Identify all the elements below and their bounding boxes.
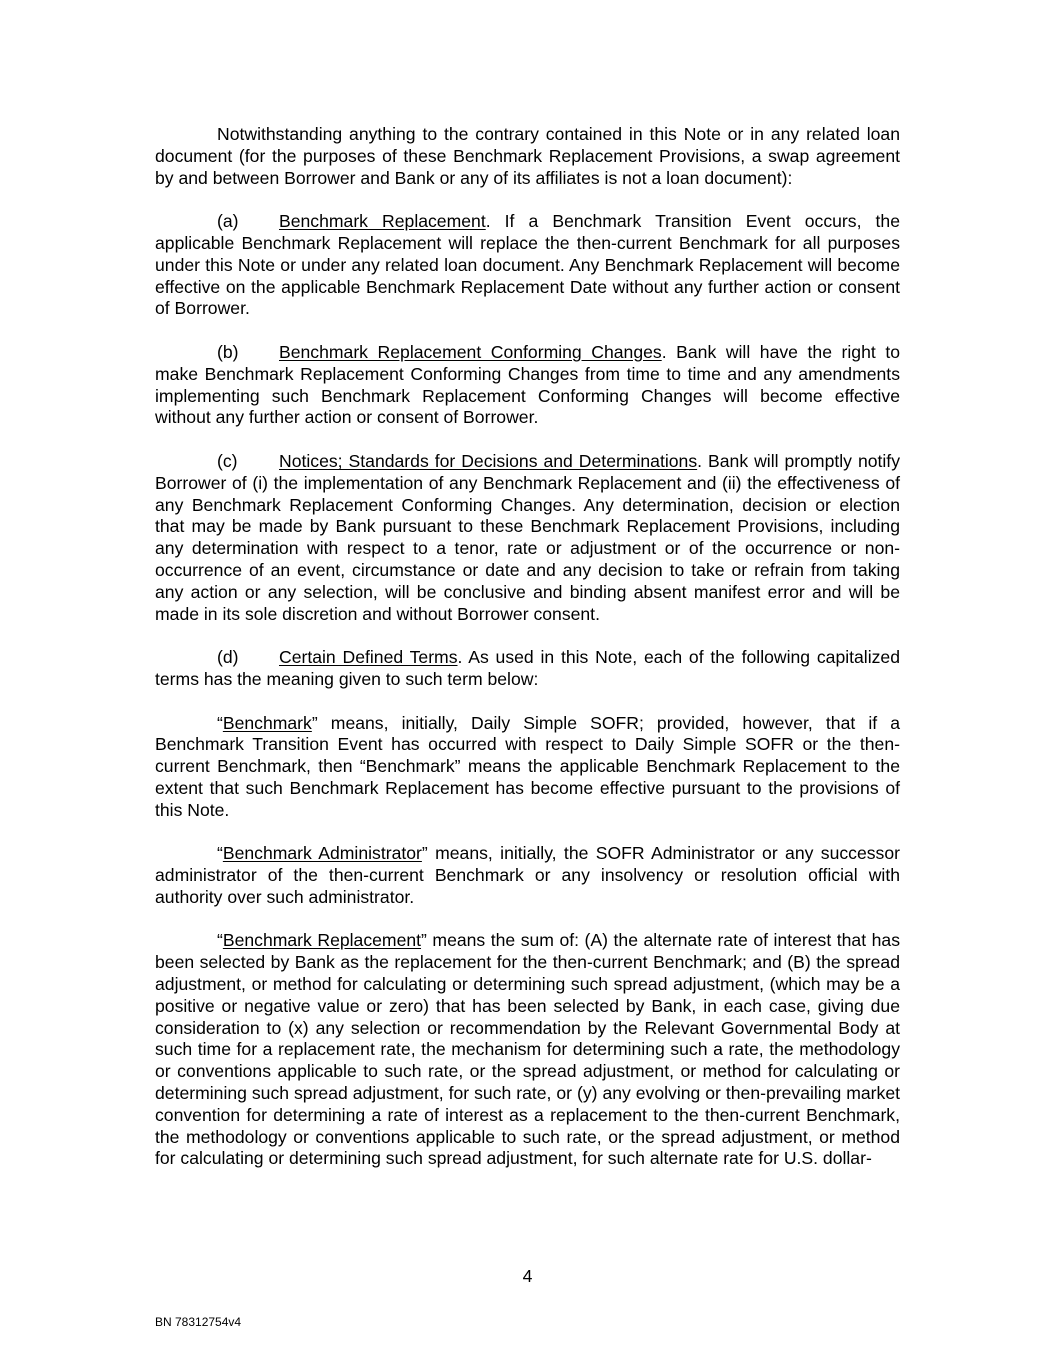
section-c-paragraph — [155, 451, 900, 625]
section-b-paragraph — [155, 342, 900, 429]
section-c-text: . Bank will promptly notify Borrower of (i) the implementation of any Benchmark Replacement and (ii) the effectiveness of any Benchmark Replacement Conforming Changes. Any determination, decision or election that may be made by Bank pursuant to these Benchmark Replacement Provisions, including any determination with respect to a tenor, rate or adjustment or of the occurrence or non-occurrence of an event, circumstance or date and any decision to take or refrain from taking any action or any selection, will be conclusive and binding absent manifest error and will be made in its sole discretion and without Borrower consent. — [155, 450, 900, 624]
section-a-label: (a) — [217, 211, 239, 232]
definition-open-quote: “ — [217, 930, 223, 951]
section-b-heading: Benchmark Replacement Conforming Changes — [279, 341, 662, 362]
section-d-heading: Certain Defined Terms — [279, 647, 458, 668]
definition-text-benchmark-replacement: ” means the sum of: (A) the alternate rate of interest that has been selected by Bank as the replacement for the then-current Benchmark; and (B) the spread adjustment, or method for calculating or determining such spread adjustment, (which may be a positive or negative value or zero) that has been selected by Bank, in each case, giving due consideration to (x) any selection or recommendation by the Relevant Governmental Body at such time for a replacement rate, the mechanism for determining such a rate, the methodology or conventions applicable to such rate, or the spread adjustment, or method for calculating or determining such spread adjustment, for such rate, or (y) any evolving or then-prevailing market convention for determining a rate of interest as a replacement to the then-current Benchmark, the methodology or conventions applicable to such rate, or the spread adjustment, or method for calculating or determining such spread adjustment, for such alternate rate for U.S. dollar- — [155, 930, 900, 1169]
definition-open-quote: “ — [217, 843, 223, 864]
definition-benchmark — [155, 713, 900, 822]
section-d-label: (d) — [217, 647, 239, 668]
section-c-heading: Notices; Standards for Decisions and Determinations — [279, 450, 698, 471]
section-d-text: . As used in this Note, each of the following capitalized terms has the meaning given to such term below: — [155, 647, 900, 689]
section-b-text: . Bank will have the right to make Benchmark Replacement Conforming Changes from time to time and any amendments implementing such Benchmark Replacement Conforming Changes will become effective without any further action or consent of Borrower. — [155, 341, 900, 428]
document-body — [155, 124, 900, 1192]
definition-benchmark-administrator — [155, 843, 900, 908]
definition-term-benchmark-administrator: Benchmark Administrator — [222, 843, 422, 864]
definition-text-benchmark: ” means, initially, Daily Simple SOFR; provided, however, that if a Benchmark Transition Event has occurred with respect to Daily Simple SOFR or the then-current Benchmark, then “Benchmark” means the applicable Benchmark Replacement to the extent that such Benchmark Replacement has become effective pursuant to the provisions of this Note. — [155, 712, 900, 820]
page-number: 4 — [522, 1266, 533, 1286]
intro-text: Notwithstanding anything to the contrary contained in this Note or in any related loan document (for the purposes of these Benchmark Replacement Provisions, a swap agreement by and between Borrower and Bank or any of its affiliates is not a loan document): — [155, 124, 900, 188]
definition-term-benchmark: Benchmark — [222, 712, 312, 733]
section-d-paragraph — [155, 647, 900, 691]
intro-paragraph — [155, 124, 900, 189]
section-a-text: . If a Benchmark Transition Event occurs, the applicable Benchmark Replacement will replace the then-current Benchmark for all purposes under this Note or under any related loan document. Any Benchmark Replacement will become effective on the applicable Benchmark Replacement Date without any further action or consent of Borrower. — [155, 211, 900, 319]
definition-open-quote: “ — [217, 712, 223, 733]
definition-text-benchmark-administrator: ” means, initially, the SOFR Administrator or any successor administrator of the then-current Benchmark or any insolvency or resolution official with authority over such administrator. — [155, 843, 900, 907]
definition-benchmark-replacement — [155, 930, 900, 1170]
document-id: BN 78312754v4 — [155, 1315, 242, 1329]
section-b-label: (b) — [217, 341, 239, 362]
definition-term-benchmark-replacement: Benchmark Replacement — [222, 930, 422, 951]
section-a-heading: Benchmark Replacement — [279, 211, 486, 232]
section-a-paragraph — [155, 211, 900, 320]
section-c-label: (c) — [217, 450, 238, 471]
